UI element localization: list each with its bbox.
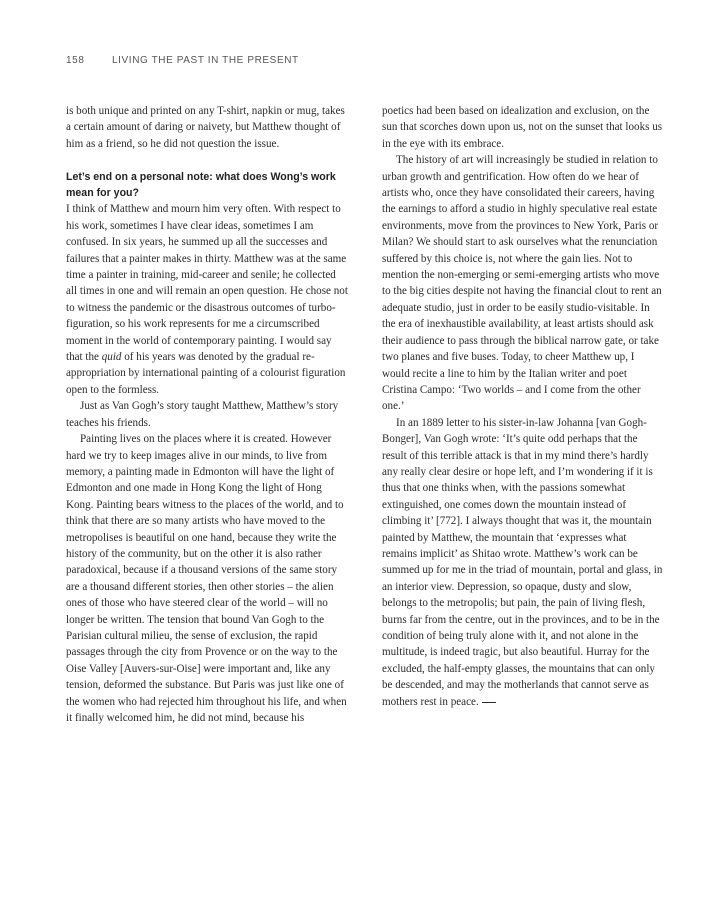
paragraph-continuation-right: poetics had been based on idealization and exclusion, on the sun that scorches down upon us, not on the sunset that looks us in the eye with its embrace. bbox=[382, 105, 663, 150]
page-number: 158 bbox=[66, 55, 85, 66]
running-header bbox=[66, 55, 299, 66]
answer-text-a: I think of Matthew and mourn him very often. With respect to his work, sometimes I have clear ideas, sometimes I am confused. In six years, he summed up all the successes and failures that a painter makes in thirty. Matthew was at the same time a painter in training, mid-career and senile; he collected all times in one and will remain an open question. He chose not to witness the pandemic or the disastrous outcomes of turbo-figuration, so his work represents for me a circumscribed moment in the world of contemporary painting. I would say that the bbox=[66, 203, 348, 364]
left-column bbox=[66, 103, 348, 726]
paragraph-continuation: is both unique and printed on any T-shirt, napkin or mug, takes a certain amount of daring or naivety, but Matthew thought of him as a friend, so he did not question the issue. bbox=[66, 105, 345, 150]
answer-text-b: of his years was denoted by the gradual re-appropriation by international painting of a colourist figuration open to the formless. bbox=[66, 351, 346, 396]
letter-text: In an 1889 letter to his sister-in-law Johanna [van Gogh-Bonger], Van Gogh wrote: ‘It’s quite odd perhaps that the result of this terrible attack is that in my mind there’s hardly any really clear desire or hope left, and I’m wondering if it is thus that one thinks when, with the passions somewhat extinguished, one comes down the mountain instead of climbing it’ [772]. I always thought that was it, the mountain painted by Matthew, the mountain that ‘expresses what remains implicit’ as Shitao wrote. Matthew’s work can be summed up for me in the triad of mountain, portal and glass, in an interior view. Depression, so opaque, dusty and slow, belongs to the metropolis; but pain, the pain of living flesh, burns far from the centre, out in the provinces, and to be in the condition of being truly alone with it, and not alone in the multitude, is indeed tragic, but also beautiful. Hurray for the excluded, the half-empty glasses, the mountains that can only be descended, and may the motherlands that cannot serve as mothers rest in peace. bbox=[382, 416, 663, 708]
paragraph-gap bbox=[66, 152, 348, 168]
right-column bbox=[382, 103, 664, 710]
interview-question: Let’s end on a personal note: what does Wong’s work mean for you? bbox=[66, 170, 336, 200]
paragraph-painting-places: Painting lives on the places where it is created. However hard we try to keep images alive in our minds, to live from memory, a painting made in Edmonton will have the light of Edmonton and one made in Hong Kong the light of Hong Kong. Painting bears witness to the places of the world, and to think that there are so many artists who have moved to the metropolises is beautiful on one hand, because they write the history of the community, but on the other it is also rather paradoxical, because if a thousand versions of the same story are a thousand different stories, then other stories – the alien ones of those who have steered clear of the world – will no longer be written. The tension that bound Van Gogh to the Parisian cultural milieu, the sense of exclusion, the rapid passages through the city from Provence or on the way to the Oise Valley [Auvers-sur-Oise] were important and, like any tension, deformed the substance. But Paris was just like one of the women who had rejected him throughout his life, and when it finally welcomed him, he did not mind, because his bbox=[66, 433, 347, 725]
paragraph-art-history: The history of art will increasingly be studied in relation to urban growth and gentrification. How often do we hear of artists who, once they have consolidated their careers, having the earnings to afford a studio in highly speculative real estate environments, move from the provinces to New York, Paris or Milan? We should start to ask ourselves what the renunciation suffered by this choice is, not where the gain lies. Not to mention the non-emerging or semi-emerging artists who move to the big cities despite not having the financial clout to rent an adequate studio, just in order to be easily studio-visitable. In the era of inexhaustible availability, at least artists should ask their audience to pass through the biblical narrow gate, or take two planes and five buses. Today, to cheer Matthew up, I would recite a line to him by the Italian writer and poet Cristina Campo: ‘Two worlds – and I come from the other one.’ bbox=[382, 154, 662, 413]
running-title: LIVING THE PAST IN THE PRESENT bbox=[112, 55, 299, 66]
answer-italic-word: quid bbox=[101, 351, 122, 364]
paragraph-van-gogh-letter bbox=[382, 415, 664, 710]
end-of-article-mark bbox=[482, 702, 496, 703]
paragraph-van-gogh-story: Just as Van Gogh’s story taught Matthew, Matthew’s story teaches his friends. bbox=[66, 400, 339, 429]
answer-paragraph bbox=[66, 201, 348, 398]
